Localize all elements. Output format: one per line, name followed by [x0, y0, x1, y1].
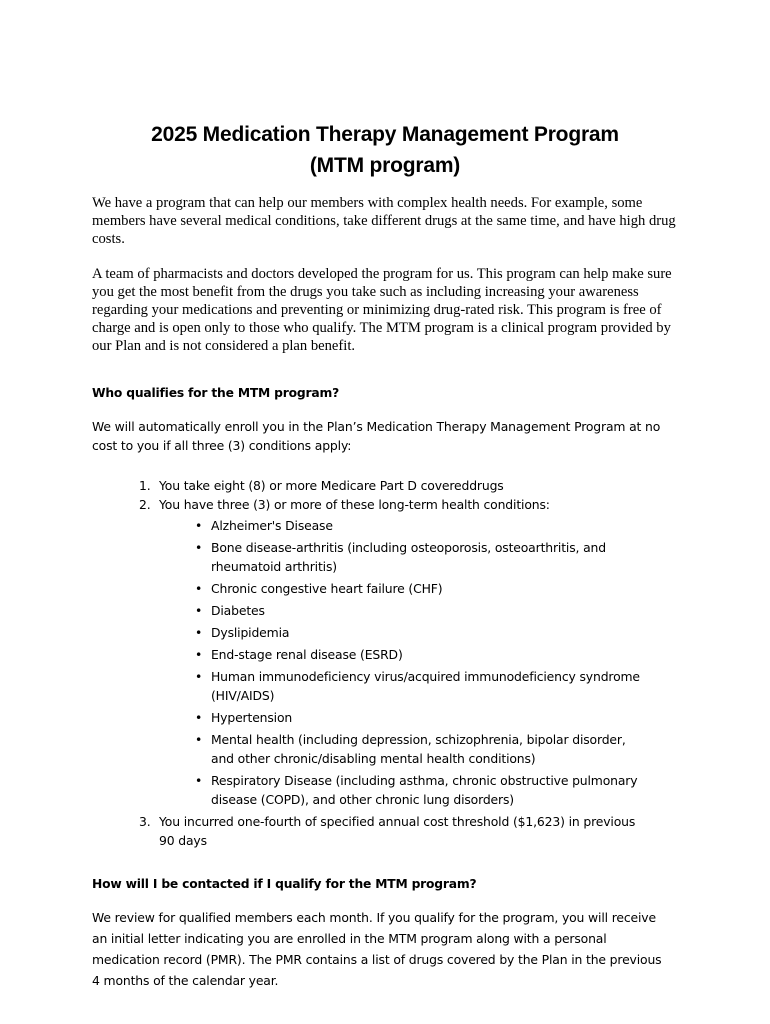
health-condition-item: [193, 623, 641, 642]
condition-text: You take eight (8) or more Medicare Part D covereddrugs: [159, 478, 504, 493]
bullet-icon: •: [195, 732, 203, 747]
bullet-icon: •: [195, 710, 203, 725]
health-condition-text: Alzheimer's Disease: [211, 518, 333, 533]
bullet-icon: •: [195, 581, 203, 596]
condition-number: 3.: [139, 814, 151, 829]
health-condition-text: Mental health (including depression, schizophrenia, bipolar disorder, and other chronic/disabling mental health conditions): [211, 732, 626, 766]
bullet-icon: •: [195, 625, 203, 640]
condition-item: [139, 812, 639, 850]
health-condition-text: Human immunodeficiency virus/acquired immunodeficiency syndrome (HIV/AIDS): [211, 669, 640, 703]
health-condition-text: End-stage renal disease (ESRD): [211, 647, 403, 662]
health-condition-item: [193, 771, 641, 809]
health-condition-text: Hypertension: [211, 710, 293, 725]
health-condition-text: Diabetes: [211, 603, 265, 618]
health-condition-item: [193, 645, 641, 664]
health-condition-item: [193, 516, 641, 535]
health-condition-text: Chronic congestive heart failure (CHF): [211, 581, 443, 596]
bullet-icon: •: [195, 647, 203, 662]
contact-paragraph: We review for qualified members each month. If you qualify for the program, you will receive an initial letter indicating you are enrolled in the MTM program along with a personal medication record (PMR). The PMR contains a list of drugs covered by the Plan in the previous 4 months of the calendar year.: [92, 910, 662, 988]
intro-paragraph: We have a program that can help our members with complex health needs. For example, some members have several medical conditions, take different drugs at the same time, and have high drug costs.: [92, 195, 676, 247]
health-condition-item: [193, 601, 641, 620]
contact-heading: How will I be contacted if I qualify for the MTM program?: [92, 877, 477, 891]
team-paragraph: A team of pharmacists and doctors developed the program for us. This program can help make sure you get the most benefit from the drugs you take such as including increasing your awareness regarding your medications and preventing or minimizing drug-rated risk. This program is free of charge and is open only to those who qualify. The MTM program is a clinical program provided by our Plan and is not considered a plan benefit.: [92, 266, 672, 354]
condition-text: You incurred one-fourth of specified annual cost threshold ($1,623) in previous 90 days: [159, 814, 636, 848]
condition-number: 2.: [139, 497, 151, 512]
bullet-icon: •: [195, 540, 203, 555]
condition-item: [139, 495, 639, 809]
title-line-2: (MTM program): [309, 154, 461, 177]
health-condition-item: [193, 538, 641, 576]
conditions-list: [139, 476, 639, 850]
condition-text: You have three (3) or more of these long-term health conditions:: [159, 497, 550, 512]
health-condition-item: [193, 708, 641, 727]
health-condition-item: [193, 667, 641, 705]
bullet-icon: •: [195, 773, 203, 788]
qualify-heading: Who qualifies for the MTM program?: [92, 386, 340, 400]
condition-item: [139, 476, 639, 495]
health-condition-text: Dyslipidemia: [211, 625, 290, 640]
health-condition-text: Respiratory Disease (including asthma, chronic obstructive pulmonary disease (COPD), and other chronic lung disorders): [211, 773, 638, 807]
qualify-paragraph: We will automatically enroll you in the Plan’s Medication Therapy Management Program at no cost to you if all three (3) conditions apply:: [92, 419, 661, 453]
bullet-icon: •: [195, 518, 203, 533]
health-condition-item: [193, 730, 641, 768]
health-condition-text: Bone disease-arthritis (including osteoporosis, osteoarthritis, and rheumatoid arthritis): [211, 540, 606, 574]
condition-number: 1.: [139, 478, 151, 493]
page-title: [60, 119, 710, 181]
bullet-icon: •: [195, 603, 203, 618]
health-conditions-list: [193, 516, 639, 809]
health-condition-item: [193, 579, 641, 598]
title-line-1: 2025 Medication Therapy Management Program: [151, 123, 619, 146]
bullet-icon: •: [195, 669, 203, 684]
